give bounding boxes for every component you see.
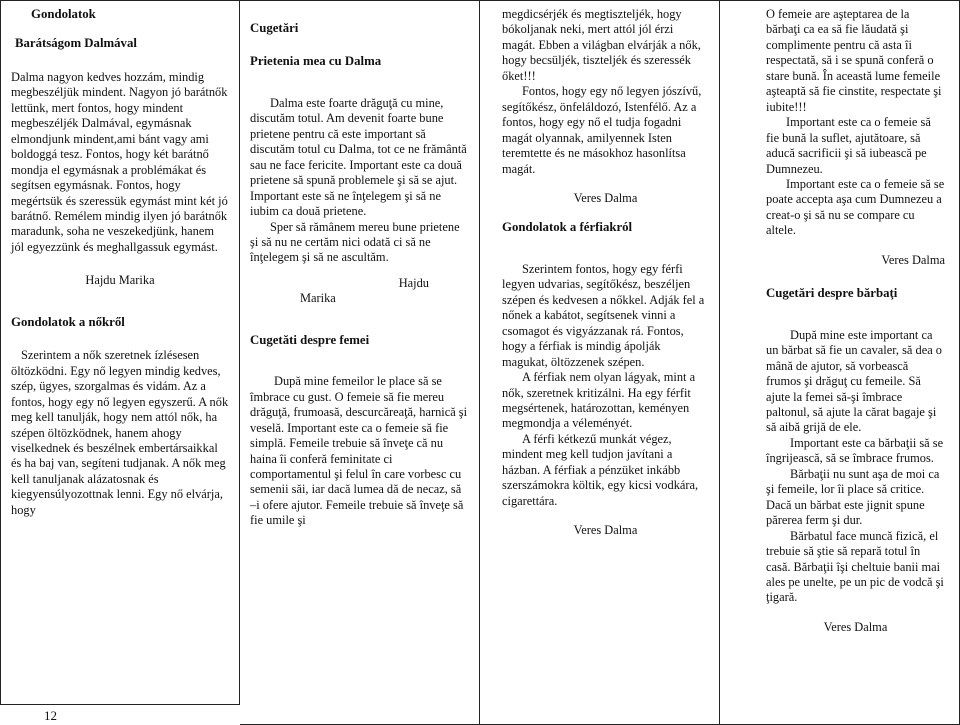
- page-title: Cugetări: [250, 21, 299, 35]
- article-body: Fontos, hogy egy nő legyen jószívű, segítőkész, önfeláldozó, Istenfélő. Az a fontos, hogy egy nő el tudja fogadni magát olyannak, amilyennek Isten teremtette és ne másokhoz hasonlítsa magát.: [502, 84, 702, 176]
- author-name: Veres Dalma: [573, 523, 638, 538]
- column-1: [0, 0, 240, 705]
- author-name: Veres Dalma: [573, 190, 638, 205]
- article-body: Bărbaţii nu sunt aşa de moi ca şi femeile, lor îi place să critice. Dacă un bărbat este jignit spune părerea ferm şi dur.: [766, 466, 940, 528]
- article-body: Important este ca o femeie să se poate accepta aşa cum Dumnezeu a creat-o şi să nu se compare cu altele.: [766, 176, 945, 238]
- article-heading: Gondolatok a férfiakról: [502, 220, 633, 235]
- article-heading: Prietenia mea cu Dalma: [250, 54, 382, 69]
- article-body: Dalma este foarte drăguţă cu mine, discutăm totul. Am devenit foarte bune prietene pentru că este important să discutăm totul cu Dalma, tot ce ne frământă sau ne face fericite. Important este ca două prietene să spună problemele şi să se ajut. Important este să ne înţelegem şi să ne iubim ca două prietene.: [250, 95, 467, 219]
- article-body: Dalma nagyon kedves hozzám, mindig megbeszéljük mindent. Nagyon jó barátnők lettünk, mert fontos, hogy mindent megbeszéljék Dalmával, egymásnak elmondjunk mindent,ami bánt vagy ami boldoggá tesz. Fontos, hogy két barátnő mondja el egymásnak a problémákat és segítsen egymásnak. Fontos, hogy megértsük és szeressük egymást mint két jó barátnő. Remélem mindig ilyen jó barátnők maradunk, soha ne veszekedjünk, hanem jól egyezzünk és meghallgassuk egymást.: [11, 69, 228, 254]
- page-title: Gondolatok: [31, 7, 96, 21]
- article-body: Bărbatul face muncă fizică, el trebuie să ştie să repară totul în casă. Bărbaţii îşi cheltuie banii mai ales pe unelte, pe un pic de vodcă şi ţigară.: [766, 528, 944, 605]
- article-heading: Cugetări despre bărbaţi: [766, 286, 898, 301]
- article-body: O femeie are aşteptarea de la bărbaţi ca ea să fie lăudată şi complimente pentru că asta îi respectată, să i se spună conferă o stare bună. În această lume femeile aşteaptă să fie cinstite, respectate şi iubite!!!: [766, 7, 942, 114]
- article-body: Sper să rămânem mereu bune prietene şi să nu ne certăm nici odată ci să ne înţelegem şi să ne ascultăm.: [250, 219, 460, 265]
- author-name: Veres Dalma: [881, 252, 945, 267]
- author-name-part: Marika: [300, 291, 336, 306]
- column-3: [480, 0, 720, 725]
- author-name: [250, 276, 469, 291]
- column-4: [720, 0, 960, 725]
- column-2: [240, 0, 480, 725]
- article-body: Important este ca bărbaţii să se îngrijească, să se îmbrace frumos.: [766, 435, 944, 466]
- article-body: După mine femeilor le place să se îmbrace cu gust. O femeie să fie mereu drăguţă, frumoasă, descurcăreaţă, harnică şi veselă. Important este ca o femeie să fie simplă. Femeile trebuie să înveţe că nu haina îi conferă feminitate ci comportamentul şi felul în care vorbesc cu semenii săi, iar dacă lumea dă de necaz, să –i ofere ajutor. Femeile trebuie să înveţe să fie umile şi: [250, 374, 468, 528]
- article-body: A férfiak nem olyan lágyak, mint a nők, szeretnek kritizálni. Ha egy férfit megsértenek, határozottan, keményen megmondja a véleményét.: [502, 370, 696, 431]
- article-body: megdicsérjék és megtiszteljék, hogy bókoljanak neki, mert attól jól érzi magát. Ebben a világban elvárják a nők, hogy becsüljék, tiszteljék és szeressék őket!!!: [502, 7, 701, 83]
- article-body: A férfi kétkezű munkát végez, mindent meg kell tudjon javítani a házban. A férfiak a pénzüket inkább szerszámokra költik, egy kicsi vodkára, cigarettára.: [502, 431, 699, 508]
- article-heading: Gondolatok a nőkről: [11, 314, 125, 329]
- author-name: Veres Dalma: [823, 619, 888, 634]
- article-heading: Barátságom Dalmával: [15, 36, 137, 51]
- article-body: Szerintem fontos, hogy egy férfi legyen udvarias, segítőkész, beszéljen szépen és kedvesen a nőkkel. Adják fel a nőnek a kabátot, segítsenek vinni a csomagot és vigyázzanak rá. Fontos, hogy a férfiak is mindig ápolják magukat, öltözzenek szépen.: [502, 261, 705, 369]
- author-name: Hajdu Marika: [85, 273, 155, 288]
- article-body: Important este ca o femeie să fie bună la suflet, ajutătoare, să aducă sacrificii şi să iubească pe Dumnezeu.: [766, 115, 931, 176]
- article-body: Szerintem a nők szeretnek ízlésesen öltözködni. Egy nő legyen mindig kedves, szép, ügyes, szorgalmas és vidám. Az a fontos, hogy egy nő legyen egyszerű. A nők meg kell tanulják, hogy nem attól nők, ha szépen öltözködnek, hanem ahogy viselkednek és beszélnek embertársaikkal és ha baj van, segíteni tudjanak. A nők meg kell tanuljanak alázatosnak és kiegyensúlyozottnak lenni. Egy nő elvárja, hogy: [11, 348, 229, 517]
- article-heading: Cugetăti despre femei: [250, 332, 370, 347]
- article-body: După mine este important ca un bărbat să fie un cavaler, să dea o mână de ajutor, să vorbească frumos şi drăguţ cu femeile. Să ajute la femei să-şi îmbrace paltonul, să ajute la cărat bagaje şi să aibă grijă de ele.: [766, 327, 942, 435]
- page-number: 12: [44, 708, 57, 723]
- author-name-part: Hajdu: [398, 275, 429, 290]
